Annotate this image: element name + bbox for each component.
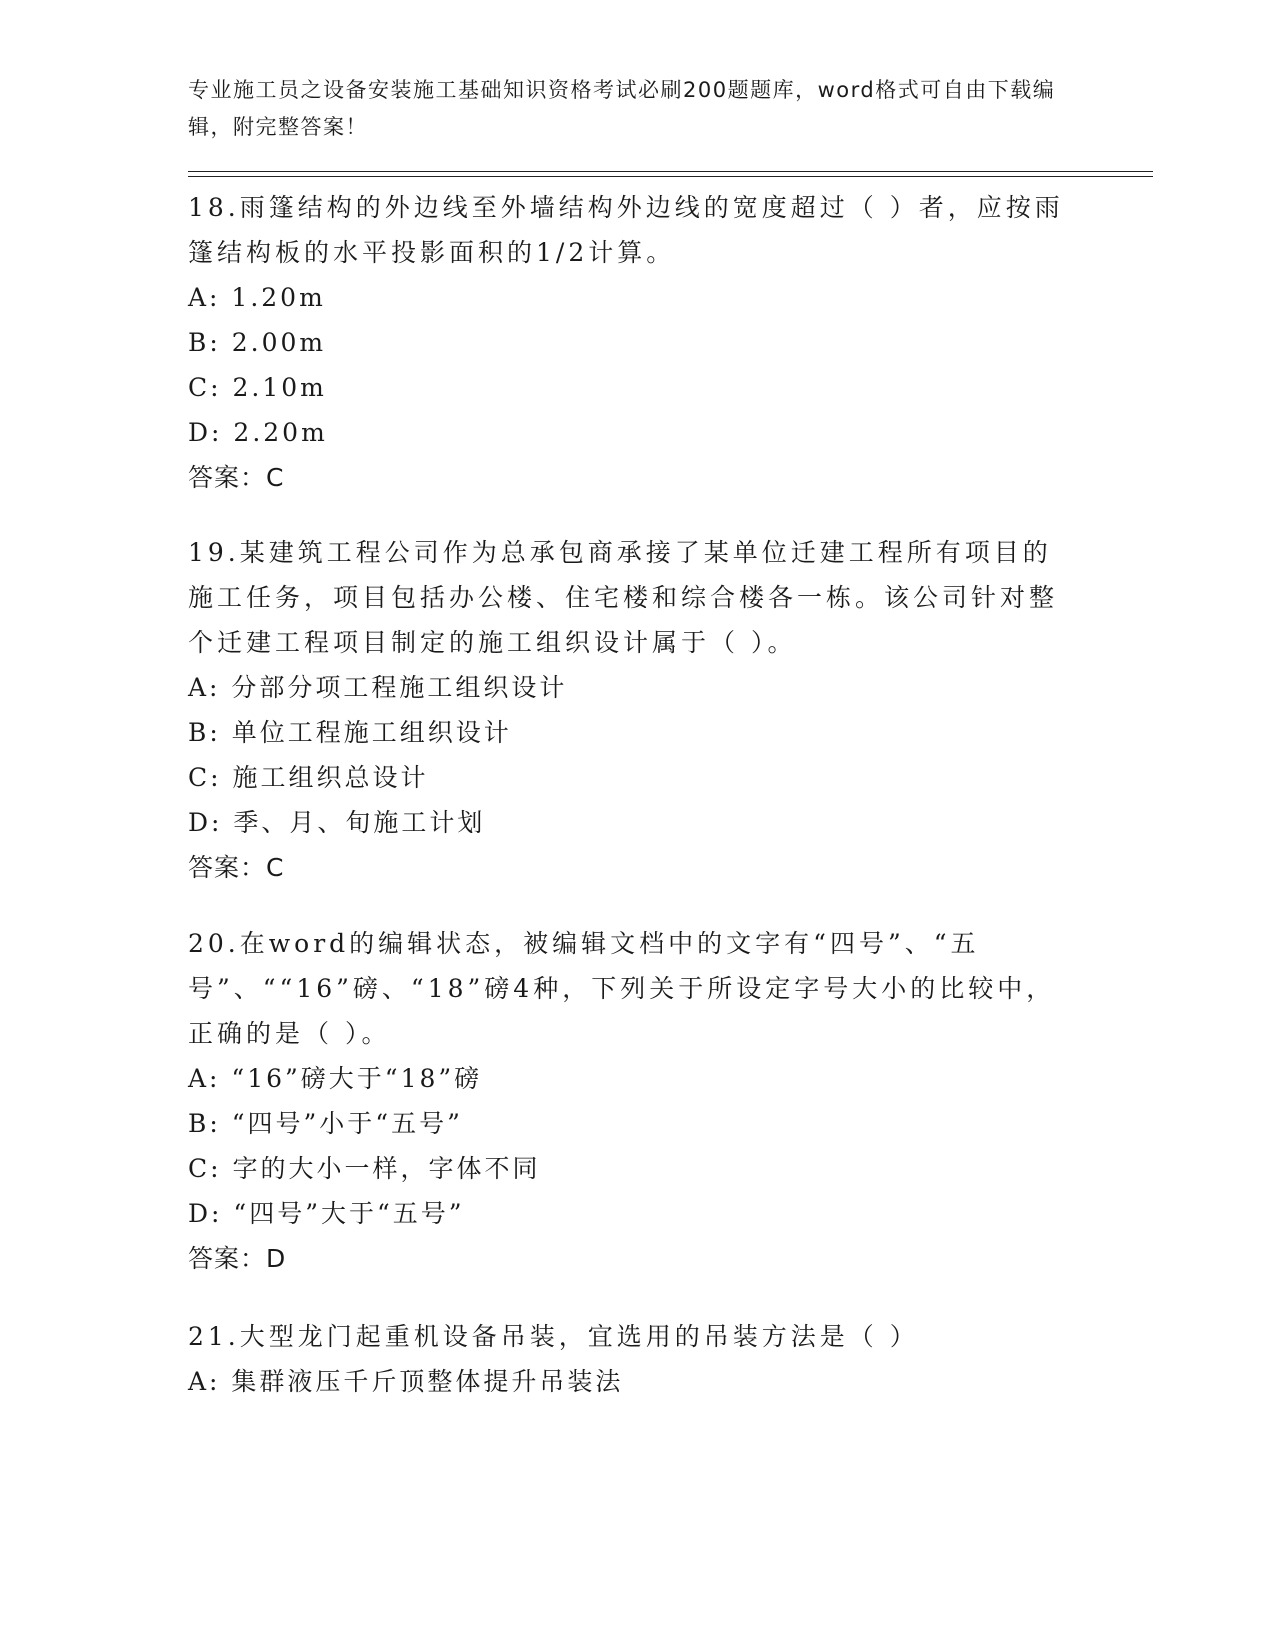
- question-19: [188, 530, 1068, 890]
- question-20: [188, 921, 1068, 1281]
- option-a: A: “16”磅大于“18”磅: [188, 1064, 483, 1093]
- question-21: [188, 1314, 1068, 1404]
- question-18: [188, 185, 1068, 500]
- option-c: C: 施工组织总设计: [188, 763, 429, 792]
- option-d: D: “四号”大于“五号”: [188, 1199, 465, 1228]
- option-a: A: 1.20m: [188, 283, 326, 312]
- option-a: A: 集群液压千斤顶整体提升吊装法: [188, 1367, 624, 1396]
- option-b: B: “四号”小于“五号”: [188, 1109, 463, 1138]
- document-header: 专业施工员之设备安装施工基础知识资格考试必刷200题题库，word格式可自由下载编辑，附完整答案！: [188, 78, 1056, 139]
- option-c: C: 字的大小一样，字体不同: [188, 1154, 541, 1183]
- option-d: D: 季、月、旬施工计划: [188, 808, 486, 837]
- question-stem: 21.大型龙门起重机设备吊装，宜选用的吊装方法是（ ）: [188, 1322, 919, 1351]
- question-stem: 18.雨篷结构的外边线至外墙结构外边线的宽度超过（ ）者，应按雨篷结构板的水平投影面积的1/2计算。: [188, 193, 1064, 267]
- header-rule-bottom: [188, 176, 1153, 177]
- option-a: A: 分部分项工程施工组织设计: [188, 673, 568, 702]
- option-b: B: 2.00m: [188, 328, 327, 357]
- answer: 答案：D: [188, 1244, 287, 1273]
- answer: 答案：C: [188, 853, 285, 882]
- question-stem: 20.在word的编辑状态，被编辑文档中的文字有“四号”、“五号”、““16”磅、“18”磅4种，下列关于所设定字号大小的比较中，正确的是（ ）。: [188, 929, 1056, 1048]
- option-d: D: 2.20m: [188, 418, 328, 447]
- question-stem: 19.某建筑工程公司作为总承包商承接了某单位迁建工程所有项目的施工任务，项目包括办公楼、住宅楼和综合楼各一栋。该公司针对整个迁建工程项目制定的施工组织设计属于（ ）。: [188, 538, 1059, 657]
- answer: 答案：C: [188, 463, 285, 492]
- option-c: C: 2.10m: [188, 373, 327, 402]
- option-b: B: 单位工程施工组织设计: [188, 718, 512, 747]
- header-rule-top: [188, 171, 1153, 172]
